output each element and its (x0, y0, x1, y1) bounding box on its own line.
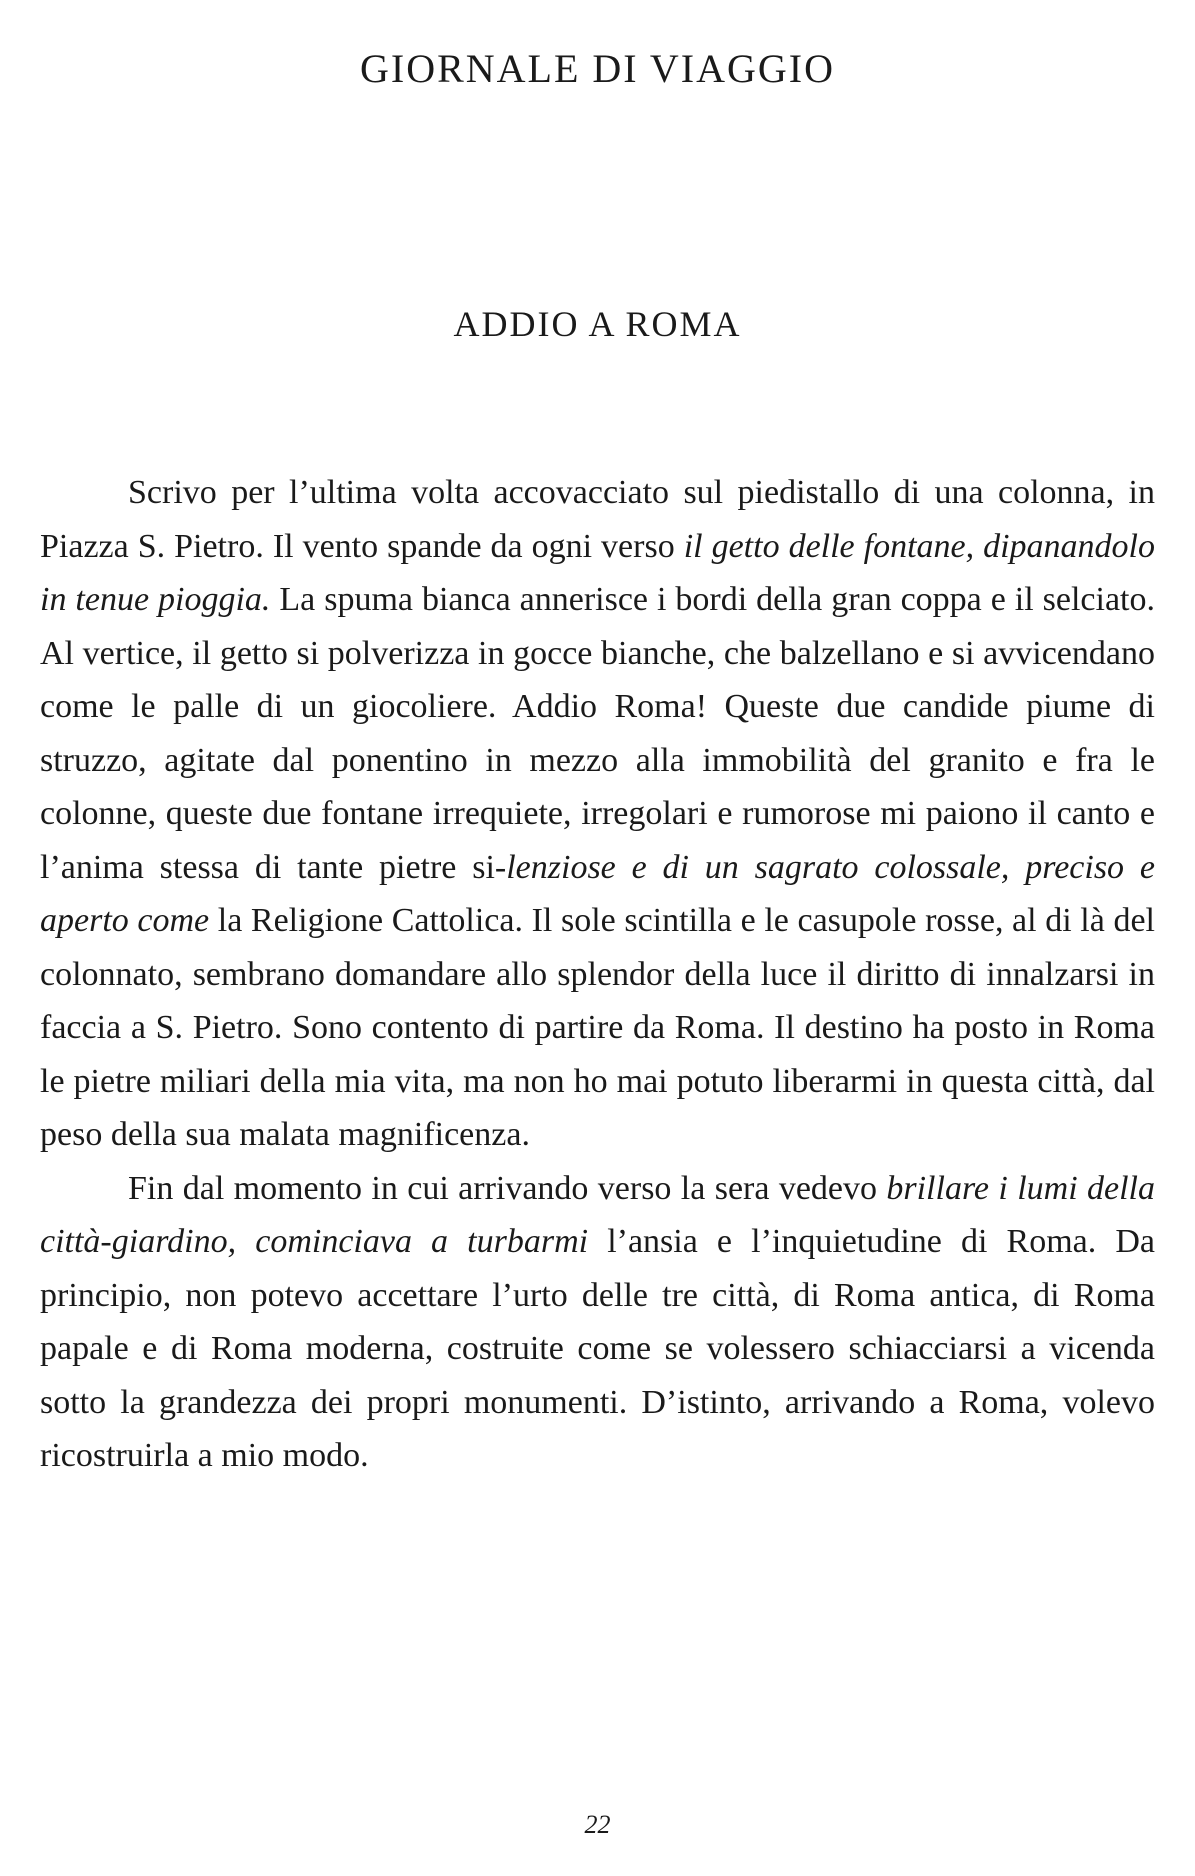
running-head: GIORNALE DI VIAGGIO (360, 46, 835, 91)
chapter-title: ADDIO A ROMA (453, 304, 742, 344)
page-number: 22 (584, 1810, 611, 1839)
paragraph (40, 1162, 1155, 1483)
italic-run: lenziose e di un sagrato colossale, preciso e aperto come (40, 848, 1155, 939)
text-run: Fin dal momento in cui arrivando verso la sera vedevo (128, 1169, 887, 1207)
italic-run: il getto delle fontane, dipanandolo in tenue pioggia. (40, 527, 1156, 618)
paragraph (40, 466, 1155, 1162)
text-run: La spuma bianca annerisce i bordi della gran coppa e il selciato. Al vertice, il getto si polverizza in gocce bianche, che balzellano e si avvicendano come le palle di un giocoliere. Addio Roma! Queste due candide piume di struzzo, agitate dal ponentino in mezzo alla immobilità del granito e fra le colonne, queste due fontane irrequiete, irregolari e rumorose mi paiono il canto e l’anima stessa di tante pietre si- (40, 581, 1156, 886)
italic-run: brillare i lumi della città-giardino, cominciava a turbarmi (40, 1169, 1155, 1260)
text-run: Scrivo per l’ultima volta accovacciato sul piedistallo di una colonna, in Piazza S. Pietro. Il vento spande da ogni verso (40, 474, 1155, 565)
body-text (40, 466, 1155, 1483)
text-run: l’ansia e l’inquietudine di Roma. Da principio, non potevo accettare l’urto delle tre città, di Roma antica, di Roma papale e di Roma moderna, costruite come se volessero schiacciarsi a vicenda sotto la grandezza dei propri monumenti. D’istinto, arrivando a Roma, volevo ricostruirla a mio modo. (40, 1223, 1155, 1474)
text-run: la Religione Cattolica. Il sole scintilla e le casupole rosse, al di là del colonnato, sembrano domandare allo splendor della luce il diritto di innalzarsi in faccia a S. Pietro. Sono contento di partire da Roma. Il destino ha posto in Roma le pietre miliari della mia vita, ma non ho mai potuto liberarmi in questa città, dal peso della sua malata magnificenza. (40, 902, 1155, 1153)
